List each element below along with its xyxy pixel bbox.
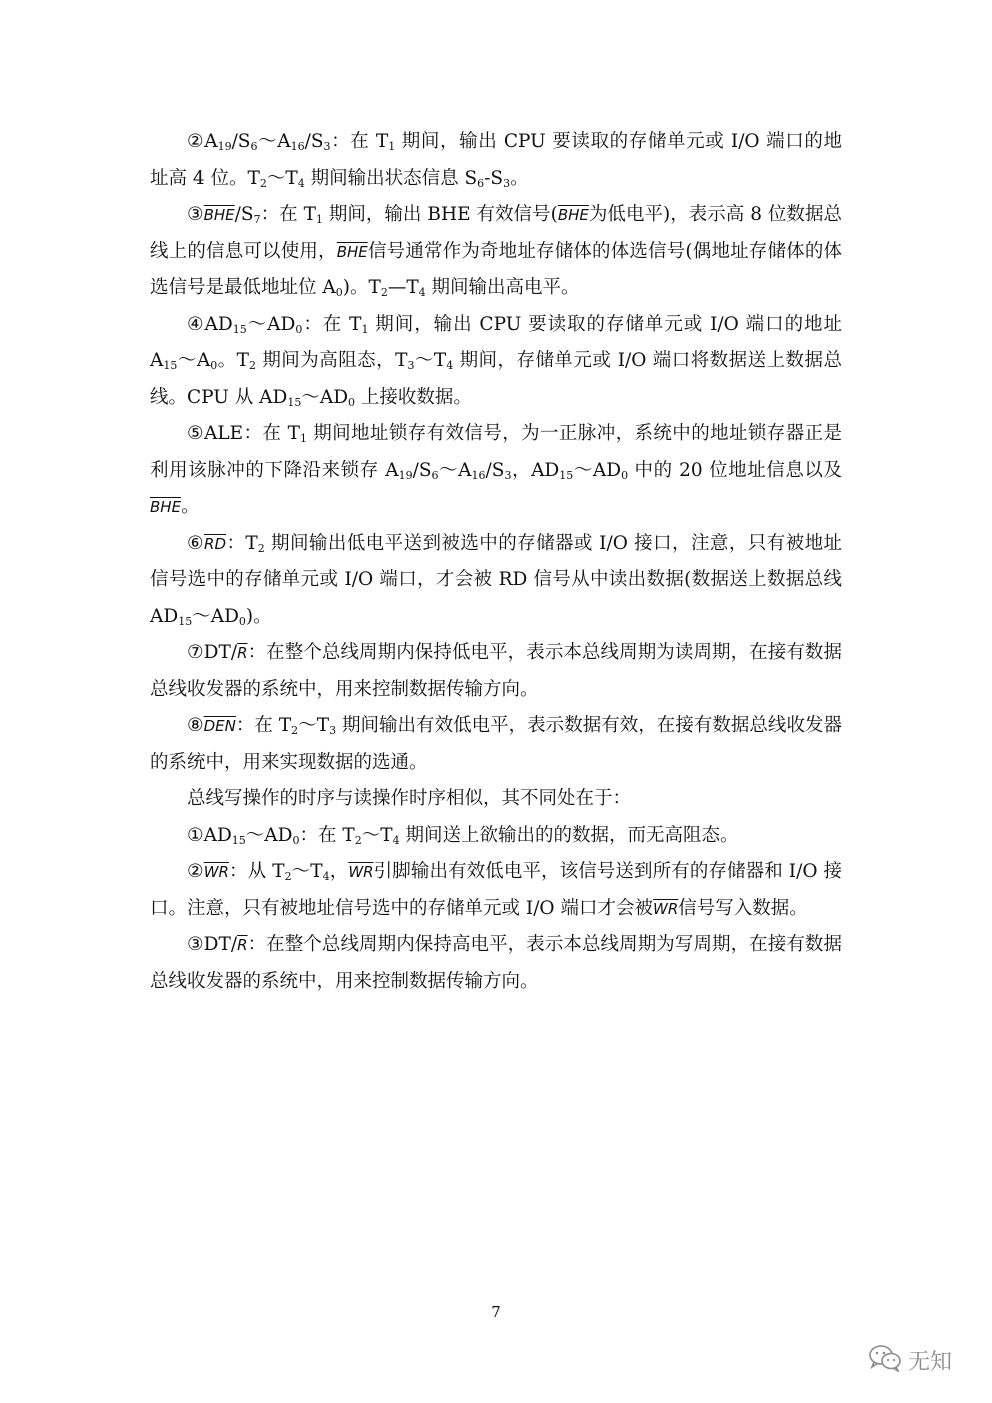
text-run: /S xyxy=(485,459,505,481)
subscript: 1 xyxy=(315,213,323,226)
text-run: 引脚输出有效低电平，该信号送到所有的存储器和 I/O 接口。注意，只有被地址信号选中的存储单元或 I/O 端口才会被 xyxy=(150,861,842,919)
subscript: 4 xyxy=(322,870,330,883)
text-run: 信号通常作为奇地址存储体的体选信号(偶地址存储体的体选信号是最低地址位 A xyxy=(150,240,842,298)
subscript: 2 xyxy=(259,176,267,190)
subscript: 0 xyxy=(348,395,356,409)
subscript: 4 xyxy=(446,359,454,372)
text-run: /S xyxy=(304,131,324,152)
text-run: ⑤ALE：在 T xyxy=(187,423,300,444)
subscript: 0 xyxy=(295,322,303,336)
subscript: 15 xyxy=(231,833,246,847)
subscript: 2 xyxy=(257,541,265,555)
text-run: 期间输出有效低电平，表示数据有效，在接有数据总线收发器的系统中，用来实现数据的选通。 xyxy=(150,715,842,773)
text-run: ：在 T xyxy=(260,204,316,225)
text-run: ～AD xyxy=(573,459,622,481)
text-run: ：在整个总线周期内保持低电平，表示本总线周期为读周期，在接有数据总线收发器的系统中，用来控制数据传输方向。 xyxy=(150,642,842,700)
text-run: ：在 T xyxy=(302,313,362,335)
text-run: 期间，存储单元或 I/O 端口将数据送上数据总线。CPU 从 AD xyxy=(150,350,842,408)
overline-signal: $\overline{RD}$ xyxy=(204,534,227,553)
overline-signal: $\overline{R}$ xyxy=(237,644,248,662)
subscript: 1 xyxy=(299,432,307,445)
text-run: 。 xyxy=(510,167,529,189)
text-run: ～T xyxy=(414,350,447,371)
text-run: ①AD xyxy=(187,824,232,846)
text-run: 。 xyxy=(181,496,200,517)
subscript: 1 xyxy=(388,140,396,153)
text-run: ～A xyxy=(257,131,291,152)
subscript: 3 xyxy=(407,359,415,372)
overline-signal: $\overline{DEN}$ xyxy=(203,717,236,735)
subscript: 0 xyxy=(335,286,343,299)
subscript: 2 xyxy=(380,286,388,299)
text-run: ～A xyxy=(438,459,472,481)
subscript: 19 xyxy=(398,468,413,482)
text-run: 期间，输出 CPU 要读取的存储单元或 I/O 端口的地址 A xyxy=(150,313,842,371)
subscript: 3 xyxy=(503,176,511,190)
text-run: 期间为高阻态，T xyxy=(255,350,408,371)
text-run: 中的 20 位地址信息以及 xyxy=(628,459,842,481)
text-run: 期间地址锁存有效信号，为一正脉冲，系统中的地址锁存器正是利用该脉冲的下降沿来锁存 A xyxy=(150,423,842,481)
text-run: 期间输出高电平。 xyxy=(425,277,580,298)
overline-signal: $\overline{BHE}$ xyxy=(203,206,235,224)
wechat-chat-icon xyxy=(868,1344,902,1376)
text-run: 期间送上欲输出的的数据，而无高阻态。 xyxy=(399,824,739,846)
paragraph xyxy=(150,708,842,781)
subscript: 2 xyxy=(291,724,299,737)
overline-signal: $\overline{BHE}$ xyxy=(557,206,589,224)
watermark xyxy=(868,1340,952,1380)
text-run: /S xyxy=(231,131,251,152)
subscript: 6 xyxy=(250,140,258,153)
subscript: 3 xyxy=(504,468,512,482)
subscript: 4 xyxy=(392,833,400,847)
text-run: ～T xyxy=(298,715,330,736)
overline-signal: $\overline{WR}$ xyxy=(348,863,374,881)
text-run: ③DT/ xyxy=(187,934,238,955)
text-run: 期间输出状态信息 S xyxy=(304,167,478,189)
text-run: ～AD xyxy=(245,824,293,846)
text-run: 信号写入数据。 xyxy=(678,897,808,919)
paragraph xyxy=(150,307,842,417)
text-run: ～A xyxy=(177,350,211,371)
document-body xyxy=(150,124,842,1000)
text-run: ，AD xyxy=(511,459,560,481)
text-run: —T xyxy=(387,277,419,298)
text-run: ③ xyxy=(187,204,204,225)
subscript: 0 xyxy=(238,614,246,628)
subscript: 15 xyxy=(163,359,178,372)
paragraph xyxy=(150,124,842,197)
subscript: 2 xyxy=(284,870,292,883)
text-run: ～AD xyxy=(192,605,239,627)
paragraph xyxy=(150,818,842,855)
subscript: 4 xyxy=(297,176,305,190)
text-run: ：在 T xyxy=(330,131,389,152)
subscript: 15 xyxy=(178,614,193,628)
text-run: ：从 T xyxy=(228,861,285,882)
text-run: ⑧ xyxy=(187,715,204,736)
subscript: 16 xyxy=(471,468,486,482)
paragraph xyxy=(150,526,842,636)
overline-signal: $\overline{WR}$ xyxy=(203,863,229,881)
overline-signal: $\overline{BHE}$ xyxy=(150,498,182,516)
text-run: ② xyxy=(187,861,204,882)
text-run: ～AD xyxy=(301,386,349,408)
subscript: 6 xyxy=(431,468,439,482)
subscript: 7 xyxy=(253,213,261,226)
text-run: /S xyxy=(412,459,432,481)
text-run: ：在 T xyxy=(299,824,355,846)
overline-signal: $\overline{BHE}$ xyxy=(336,242,368,261)
subscript: 6 xyxy=(477,176,485,190)
text-run: ⑦DT/ xyxy=(187,642,238,663)
subscript: 0 xyxy=(292,833,300,847)
text-run: 期间输出低电平送到被选中的存储器或 I/O 接口，注意，只有被地址信号选中的存储单元或 I/O 端口，才会被 RD 信号从中读出数据(数据送上数据总线 AD xyxy=(150,532,842,627)
subscript: 2 xyxy=(354,833,362,847)
text-run: 为低电平)，表示高 8 位数据总线上的信息可以使用， xyxy=(150,204,842,262)
text-run: ～AD xyxy=(246,313,296,335)
page-number: 7 xyxy=(491,1303,501,1321)
text-run: /S xyxy=(234,204,254,225)
paragraph xyxy=(150,416,842,526)
subscript: 15 xyxy=(559,468,574,482)
paragraph xyxy=(150,197,842,307)
text-run: ：T xyxy=(226,532,258,554)
text-run: -S xyxy=(484,167,504,189)
subscript: 15 xyxy=(232,322,247,336)
text-run: ， xyxy=(329,861,349,882)
paragraph xyxy=(150,927,842,1000)
subscript: 19 xyxy=(217,140,232,153)
text-run: 。T xyxy=(217,350,249,371)
text-run: ～T xyxy=(361,824,393,846)
text-run: )。T xyxy=(342,277,381,298)
subscript: 15 xyxy=(287,395,302,409)
text-run: )。 xyxy=(245,605,272,627)
overline-signal: $\overline{R}$ xyxy=(237,936,248,954)
paragraph xyxy=(150,781,842,818)
text-run: 期间，输出 BHE 有效信号( xyxy=(322,204,558,225)
subscript: 1 xyxy=(361,322,369,336)
text-run: ～T xyxy=(291,861,323,882)
text-run: ④AD xyxy=(187,313,233,335)
text-run: 期间，输出 CPU 要读取的存储单元或 I/O 端口的地址高 4 位。T xyxy=(150,131,842,189)
overline-signal: $\overline{WR}$ xyxy=(652,899,679,918)
subscript: 3 xyxy=(329,724,337,737)
subscript: 3 xyxy=(323,140,331,153)
text-run: ～T xyxy=(266,167,298,189)
text-run: ：在整个总线周期内保持高电平，表示本总线周期为写周期，在接有数据总线收发器的系统中，用来控制数据传输方向。 xyxy=(150,934,842,992)
paragraph xyxy=(150,854,842,927)
watermark-text: 无知 xyxy=(908,1349,953,1375)
paragraph xyxy=(150,635,842,708)
subscript: 0 xyxy=(621,468,629,482)
subscript: 2 xyxy=(248,359,256,372)
subscript: 16 xyxy=(290,140,305,153)
text-run: ⑥ xyxy=(187,532,205,554)
subscript: 4 xyxy=(418,286,426,299)
text-run: 总线写操作的时序与读操作时序相似，其不同处在于： xyxy=(187,788,632,809)
text-run: 上接收数据。 xyxy=(355,386,472,408)
subscript: 0 xyxy=(210,359,218,372)
text-run: ：在 T xyxy=(235,715,292,736)
text-run: ②A xyxy=(187,131,218,152)
